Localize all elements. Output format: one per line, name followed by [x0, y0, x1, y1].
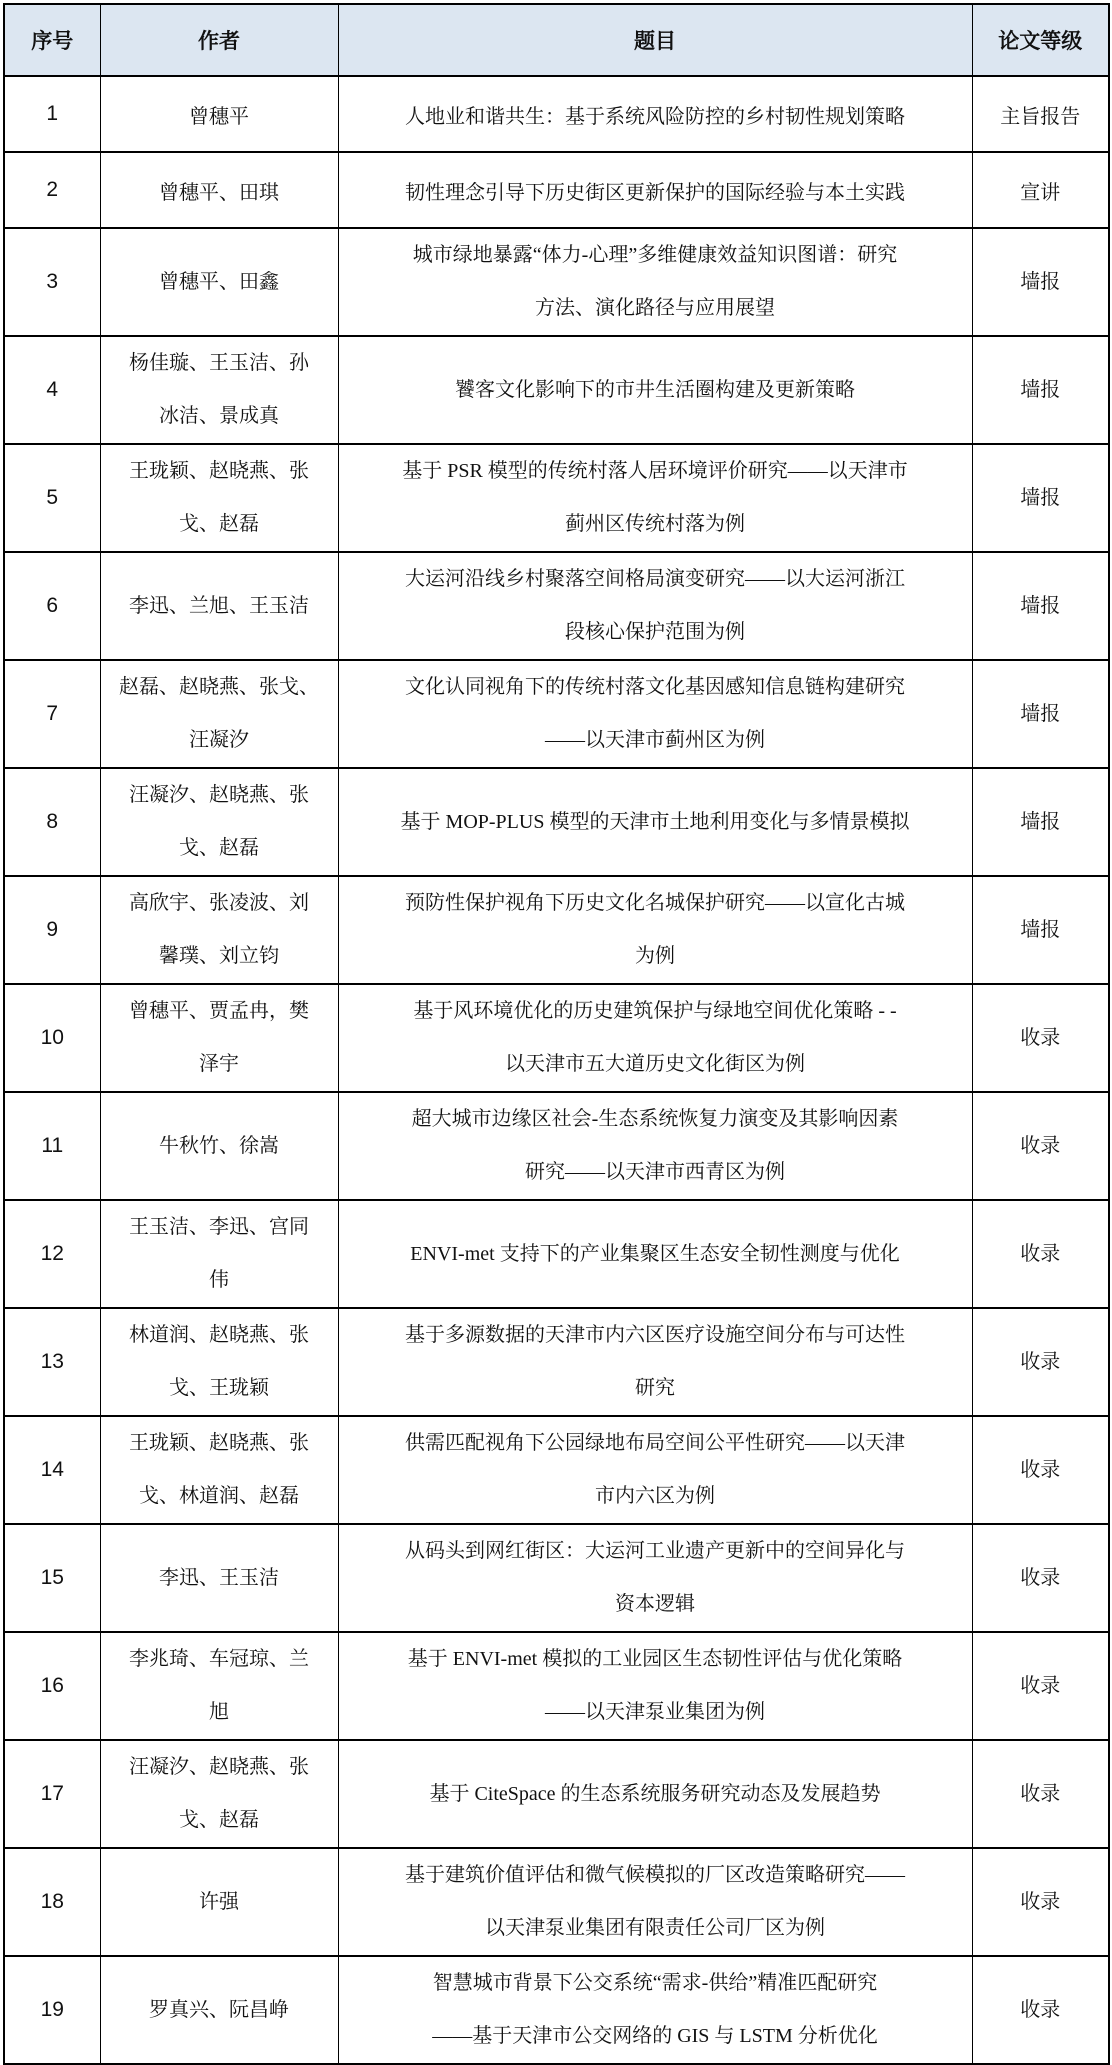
col-header-level: 论文等级	[972, 4, 1109, 76]
cell-index: 11	[4, 1092, 100, 1200]
cell-index: 5	[4, 444, 100, 552]
cell-level: 收录	[972, 1956, 1109, 2064]
cell-level: 墙报	[972, 444, 1109, 552]
cell-level: 收录	[972, 1308, 1109, 1416]
cell-level: 收录	[972, 1092, 1109, 1200]
cell-title: 基于建筑价值评估和微气候模拟的厂区改造策略研究—— 以天津泵业集团有限责任公司厂区为例	[338, 1848, 972, 1956]
cell-title: 基于 ENVI-met 模拟的工业园区生态韧性评估与优化策略 ——以天津泵业集团为例	[338, 1632, 972, 1740]
cell-level: 墙报	[972, 336, 1109, 444]
cell-index: 2	[4, 152, 100, 228]
papers-table	[3, 3, 1110, 2065]
cell-title: 基于 MOP-PLUS 模型的天津市土地利用变化与多情景模拟	[338, 768, 972, 876]
cell-authors: 曾穗平、贾孟冉，樊 泽宇	[100, 984, 338, 1092]
table-row	[4, 1632, 1109, 1740]
cell-index: 4	[4, 336, 100, 444]
col-header-authors: 作者	[100, 4, 338, 76]
cell-level: 收录	[972, 1524, 1109, 1632]
cell-title: 文化认同视角下的传统村落文化基因感知信息链构建研究 ——以天津市蓟州区为例	[338, 660, 972, 768]
table-row	[4, 1524, 1109, 1632]
cell-authors: 曾穗平、田鑫	[100, 228, 338, 336]
cell-level: 收录	[972, 1200, 1109, 1308]
cell-authors: 王珑颖、赵晓燕、张 戈、赵磊	[100, 444, 338, 552]
cell-title: 基于风环境优化的历史建筑保护与绿地空间优化策略 - - 以天津市五大道历史文化街区为例	[338, 984, 972, 1092]
cell-index: 8	[4, 768, 100, 876]
cell-index: 18	[4, 1848, 100, 1956]
cell-index: 9	[4, 876, 100, 984]
cell-title: 供需匹配视角下公园绿地布局空间公平性研究——以天津 市内六区为例	[338, 1416, 972, 1524]
table-row	[4, 984, 1109, 1092]
cell-title: 基于 PSR 模型的传统村落人居环境评价研究——以天津市 蓟州区传统村落为例	[338, 444, 972, 552]
table-row	[4, 1416, 1109, 1524]
cell-level: 墙报	[972, 552, 1109, 660]
cell-index: 19	[4, 1956, 100, 2064]
cell-level: 收录	[972, 984, 1109, 1092]
cell-level: 主旨报告	[972, 76, 1109, 152]
cell-authors: 李兆琦、车冠琼、兰 旭	[100, 1632, 338, 1740]
cell-authors: 杨佳璇、王玉洁、孙 冰洁、景成真	[100, 336, 338, 444]
document-page	[3, 3, 1109, 2065]
cell-authors: 林道润、赵晓燕、张 戈、王珑颖	[100, 1308, 338, 1416]
cell-index: 15	[4, 1524, 100, 1632]
cell-authors: 李迅、兰旭、王玉洁	[100, 552, 338, 660]
cell-index: 16	[4, 1632, 100, 1740]
cell-level: 墙报	[972, 876, 1109, 984]
cell-index: 6	[4, 552, 100, 660]
cell-level: 墙报	[972, 768, 1109, 876]
cell-title: 大运河沿线乡村聚落空间格局演变研究——以大运河浙江 段核心保护范围为例	[338, 552, 972, 660]
cell-level: 宣讲	[972, 152, 1109, 228]
cell-title: 城市绿地暴露“体力-心理”多维健康效益知识图谱：研究 方法、演化路径与应用展望	[338, 228, 972, 336]
cell-title: 基于多源数据的天津市内六区医疗设施空间分布与可达性 研究	[338, 1308, 972, 1416]
cell-level: 墙报	[972, 660, 1109, 768]
cell-authors: 许强	[100, 1848, 338, 1956]
header-row	[4, 4, 1109, 76]
cell-index: 13	[4, 1308, 100, 1416]
cell-level: 收录	[972, 1632, 1109, 1740]
table-row	[4, 1740, 1109, 1848]
cell-authors: 汪凝汐、赵晓燕、张 戈、赵磊	[100, 768, 338, 876]
cell-level: 收录	[972, 1848, 1109, 1956]
cell-authors: 高欣宇、张凌波、刘 馨璞、刘立钧	[100, 876, 338, 984]
cell-authors: 赵磊、赵晓燕、张戈、 汪凝汐	[100, 660, 338, 768]
table-row	[4, 336, 1109, 444]
cell-index: 14	[4, 1416, 100, 1524]
table-row	[4, 76, 1109, 152]
table-row	[4, 552, 1109, 660]
table-row	[4, 444, 1109, 552]
table-row	[4, 1308, 1109, 1416]
table-row	[4, 660, 1109, 768]
table-row	[4, 152, 1109, 228]
cell-title: 基于 CiteSpace 的生态系统服务研究动态及发展趋势	[338, 1740, 972, 1848]
cell-title: 从码头到网红街区：大运河工业遗产更新中的空间异化与 资本逻辑	[338, 1524, 972, 1632]
table-row	[4, 1848, 1109, 1956]
table-row	[4, 1200, 1109, 1308]
cell-authors: 曾穗平	[100, 76, 338, 152]
cell-index: 3	[4, 228, 100, 336]
cell-authors: 王珑颖、赵晓燕、张 戈、林道润、赵磊	[100, 1416, 338, 1524]
cell-title: 人地业和谐共生：基于系统风险防控的乡村韧性规划策略	[338, 76, 972, 152]
cell-index: 17	[4, 1740, 100, 1848]
table-row	[4, 228, 1109, 336]
cell-title: 超大城市边缘区社会-生态系统恢复力演变及其影响因素 研究——以天津市西青区为例	[338, 1092, 972, 1200]
cell-index: 7	[4, 660, 100, 768]
cell-title: 韧性理念引导下历史街区更新保护的国际经验与本土实践	[338, 152, 972, 228]
cell-title: 预防性保护视角下历史文化名城保护研究——以宣化古城 为例	[338, 876, 972, 984]
cell-index: 12	[4, 1200, 100, 1308]
table-row	[4, 1956, 1109, 2064]
cell-title: ENVI-met 支持下的产业集聚区生态安全韧性测度与优化	[338, 1200, 972, 1308]
cell-authors: 罗真兴、阮昌峥	[100, 1956, 338, 2064]
table-row	[4, 768, 1109, 876]
cell-authors: 汪凝汐、赵晓燕、张 戈、赵磊	[100, 1740, 338, 1848]
table-row	[4, 876, 1109, 984]
cell-index: 1	[4, 76, 100, 152]
cell-title: 饕客文化影响下的市井生活圈构建及更新策略	[338, 336, 972, 444]
table-body	[4, 76, 1109, 2064]
col-header-title: 题目	[338, 4, 972, 76]
cell-authors: 曾穗平、田琪	[100, 152, 338, 228]
cell-title: 智慧城市背景下公交系统“需求-供给”精准匹配研究 ——基于天津市公交网络的 GIS 与 LSTM 分析优化	[338, 1956, 972, 2064]
cell-level: 收录	[972, 1416, 1109, 1524]
cell-authors: 王玉洁、李迅、宫同 伟	[100, 1200, 338, 1308]
cell-index: 10	[4, 984, 100, 1092]
table-row	[4, 1092, 1109, 1200]
cell-level: 墙报	[972, 228, 1109, 336]
cell-authors: 牛秋竹、徐嵩	[100, 1092, 338, 1200]
cell-level: 收录	[972, 1740, 1109, 1848]
col-header-no: 序号	[4, 4, 100, 76]
cell-authors: 李迅、王玉洁	[100, 1524, 338, 1632]
